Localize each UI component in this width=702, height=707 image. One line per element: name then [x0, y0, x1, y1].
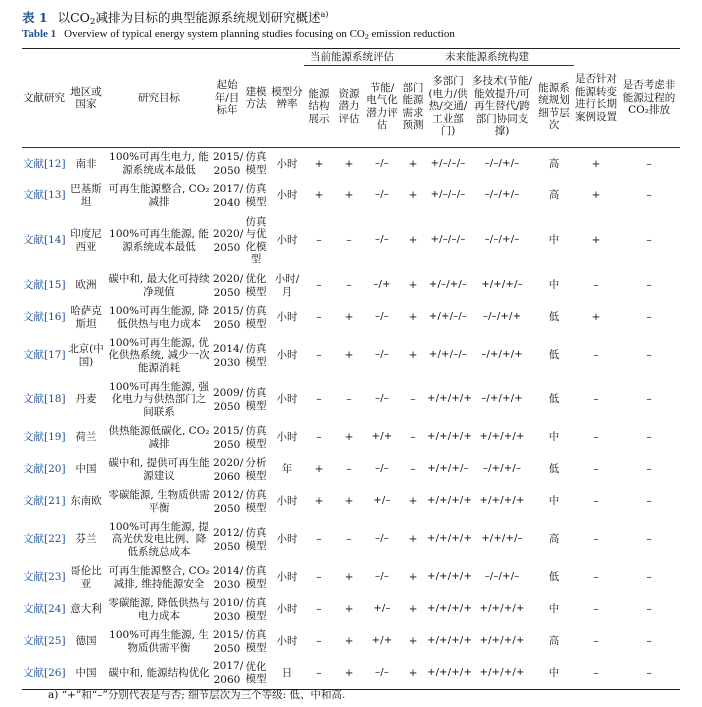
cell-demand: + — [408, 533, 418, 546]
cell-multisector: +/+/–/– — [428, 311, 468, 323]
col-header-year: 起始年/目标年 — [212, 49, 242, 148]
col-header-method: 建模方法 — [242, 49, 270, 148]
cell-year: 2012/ 2050 — [213, 488, 244, 515]
cell-multisector: +/–/–/– — [430, 189, 466, 201]
cell-region: 南非 — [75, 157, 97, 170]
cell-transition: – — [574, 658, 618, 690]
cell-multisector: +/+/+/+ — [427, 571, 473, 583]
cell-transition: – — [593, 603, 599, 616]
cell-saving: –/– — [375, 311, 389, 323]
cell-method: 仿真模型 — [245, 387, 267, 412]
cell-goal: 100%可再生能源, 生物质供需平衡 — [109, 629, 209, 654]
cell-region: 荷兰 — [75, 431, 97, 444]
cell-goal: 碳中和, 能源结构优化 — [106, 658, 212, 690]
cell-nonenergy: – — [646, 603, 652, 616]
cell-ref: 文献[24] — [23, 603, 66, 616]
cell-structure: + — [314, 463, 324, 476]
cell-year: 2020/ 2060 — [213, 456, 244, 483]
cell-ref: 文献[13] — [23, 189, 66, 202]
cell-ref: 文献[25] — [23, 635, 66, 648]
cell-region: 德国 — [75, 635, 97, 648]
cell-ref: 文献[22] — [23, 533, 66, 546]
cell-resolution: 小时 — [276, 349, 298, 362]
cell-region: 芬兰 — [75, 533, 97, 546]
cell-detail: 中 — [548, 603, 560, 616]
cell-nonenergy: – — [646, 635, 652, 648]
table-row — [22, 486, 680, 518]
cell-demand: + — [408, 311, 418, 324]
cell-resolution: 小时/月 — [274, 273, 300, 298]
cell-potential: + — [344, 311, 354, 324]
cell-goal: 100%可再生能源, 降低供热与电力成本 — [109, 305, 209, 330]
cell-detail: 低 — [548, 571, 560, 584]
cell-multitech: +/+/+/+ — [479, 635, 525, 647]
cell-potential: + — [344, 431, 354, 444]
cell-potential: + — [334, 658, 364, 690]
cell-multitech: +/+/+/+ — [479, 495, 525, 507]
cell-demand: – — [410, 463, 416, 476]
cell-region: 意大利 — [70, 603, 102, 616]
cell-detail: 低 — [548, 311, 560, 324]
cell-multisector: +/–/+/– — [428, 279, 468, 291]
cell-structure: – — [316, 279, 322, 292]
cell-multisector: +/–/–/– — [430, 157, 466, 169]
cell-nonenergy: – — [646, 311, 652, 324]
cell-year: 2020/ 2050 — [213, 272, 244, 299]
cell-multitech: –/+/+/– — [482, 463, 522, 475]
table-row — [22, 518, 680, 562]
cell-transition: – — [593, 635, 599, 648]
cell-method: 仿真模型 — [245, 305, 267, 330]
col-header-detail: 能源系统规划细节层次 — [534, 66, 574, 148]
cell-method: 仿真模型 — [245, 527, 267, 552]
cell-structure: + — [314, 189, 324, 202]
cell-resolution: 小时 — [276, 393, 298, 406]
cell-method: 仿真模型 — [245, 151, 267, 176]
table-label-en: Table 1 — [22, 28, 57, 40]
cell-goal: 100%可再生能源, 优化供热系统, 减少一次能源消耗 — [108, 336, 210, 374]
cell-multisector: +/+/+/+ — [426, 658, 470, 690]
cell-nonenergy: – — [646, 234, 652, 247]
table-row — [22, 378, 680, 422]
cell-transition: – — [593, 279, 599, 292]
cell-year: 2015/ 2050 — [213, 424, 244, 451]
cell-method: 仿真模型 — [245, 183, 267, 208]
cell-transition: – — [593, 393, 599, 406]
cell-multitech: –/+/+/+ — [481, 349, 523, 361]
cell-multitech: –/+/+/+ — [481, 393, 523, 405]
cell-method: 仿真模型 — [245, 489, 267, 514]
col-header-resolution: 模型分辨率 — [270, 49, 304, 148]
cell-transition: + — [591, 189, 601, 202]
table-row — [22, 658, 680, 690]
cell-multitech: +/+/+/+ — [470, 658, 534, 690]
cell-year: 2015/ 2050 — [213, 304, 244, 331]
cell-multitech: +/+/+/+ — [479, 431, 525, 443]
cell-multisector: +/+/+/+ — [427, 393, 473, 405]
cell-resolution: 小时 — [276, 533, 298, 546]
cell-year: 2014/ 2030 — [213, 342, 244, 369]
cell-saving: –/+ — [373, 279, 391, 291]
cell-demand: + — [408, 603, 418, 616]
cell-detail: 中 — [548, 279, 560, 292]
cell-nonenergy: – — [618, 658, 680, 690]
cell-goal: 100%可再生能源, 能源系统成本最低 — [109, 228, 209, 253]
cell-saving: –/– — [375, 571, 389, 583]
cell-nonenergy: – — [646, 393, 652, 406]
cell-detail: 高 — [548, 157, 560, 170]
col-header-multitech: 多技术(节能/能效提升/可再生替代/跨部门协同支撑) — [470, 66, 534, 148]
cell-ref: 文献[21] — [23, 495, 66, 508]
cell-potential: + — [344, 635, 354, 648]
cell-ref: 文献[15] — [23, 279, 66, 292]
cell-demand: + — [408, 234, 418, 247]
cell-resolution: 小时 — [276, 431, 298, 444]
table-row — [22, 454, 680, 486]
table-caption-en — [22, 27, 455, 44]
cell-resolution: 小时 — [276, 189, 298, 202]
cell-multisector: +/–/–/– — [430, 234, 466, 246]
cell-saving: –/– — [375, 234, 389, 246]
cell-transition: – — [593, 431, 599, 444]
cell-potential: – — [346, 234, 352, 247]
cell-year: 2014/ 2030 — [213, 564, 244, 591]
cell-potential: + — [344, 603, 354, 616]
cell-resolution: 小时 — [276, 635, 298, 648]
cell-transition: + — [591, 157, 601, 170]
cell-region: 北京(中国) — [68, 343, 104, 368]
cell-nonenergy: – — [646, 495, 652, 508]
cell-structure: – — [316, 431, 322, 444]
cell-goal: 可再生能源整合, CO₂减排, 维持能源安全 — [108, 565, 210, 590]
col-header-demand: 部门能源需求预测 — [400, 66, 426, 148]
cell-nonenergy: – — [646, 571, 652, 584]
cell-goal: 碳中和, 提供可再生能源建议 — [108, 457, 210, 482]
cell-year: 2015/ 2050 — [213, 628, 244, 655]
cell-method: 仿真模型 — [245, 343, 267, 368]
cell-method: 仿真模型 — [245, 425, 267, 450]
cell-saving: +/+ — [371, 431, 393, 443]
cell-saving: +/– — [373, 603, 391, 615]
cell-transition: + — [591, 311, 601, 324]
cell-structure: – — [316, 349, 322, 362]
cell-nonenergy: – — [646, 157, 652, 170]
cell-goal: 零碳能源, 降低供热与电力成本 — [108, 597, 210, 622]
table-body — [22, 148, 680, 690]
table-row — [22, 148, 680, 180]
cell-region: 巴基斯坦 — [70, 183, 102, 208]
cell-saving: –/– — [375, 393, 389, 405]
table-row — [22, 270, 680, 302]
cell-demand: + — [408, 495, 418, 508]
cell-nonenergy: – — [646, 533, 652, 546]
table-row — [22, 334, 680, 378]
cell-potential: + — [344, 571, 354, 584]
cell-region: 东南欧 — [70, 495, 102, 508]
col-header-region: 地区或国家 — [66, 49, 106, 148]
cell-region: 印度尼西亚 — [70, 228, 102, 253]
cell-ref: 文献[19] — [23, 431, 66, 444]
cell-potential: – — [346, 463, 352, 476]
cell-detail: 中 — [534, 658, 574, 690]
planning-studies-table — [22, 48, 680, 690]
cell-demand: + — [408, 571, 418, 584]
cell-goal: 可再生能源整合, CO₂减排 — [108, 183, 210, 208]
cell-ref: 文献[18] — [23, 393, 66, 406]
table-title-en: Overview of typical energy system planning studies focusing on $CO_2$ emission reduction — [64, 28, 455, 41]
cell-nonenergy: – — [646, 431, 652, 444]
cell-goal: 100%可再生能源, 提高光伏发电比例、降低系统总成本 — [109, 520, 209, 558]
cell-multitech: –/–/+/– — [484, 189, 520, 201]
cell-method: 优化模型 — [242, 658, 270, 690]
cell-multisector: +/+/+/+ — [427, 533, 473, 545]
cell-year: 2012/ 2050 — [213, 526, 244, 553]
cell-multisector: +/+/+/+ — [427, 495, 473, 507]
cell-structure: – — [316, 571, 322, 584]
cell-multisector: +/+/–/– — [428, 349, 468, 361]
cell-detail: 低 — [548, 349, 560, 362]
cell-ref: 文献[12] — [23, 157, 66, 170]
cell-demand: + — [408, 349, 418, 362]
cell-resolution: 小时 — [276, 603, 298, 616]
cell-demand: + — [400, 658, 426, 690]
table-footnote: a) “+”和“–”分别代表是与否; 细节层次为三个等级: 低、中和高. — [48, 689, 346, 701]
cell-potential: – — [346, 533, 352, 546]
cell-multitech: –/–/+/– — [484, 571, 520, 583]
cell-structure: – — [316, 635, 322, 648]
cell-detail: 高 — [548, 635, 560, 648]
cell-multisector: +/+/+/+ — [427, 603, 473, 615]
cell-structure: + — [314, 495, 324, 508]
cell-resolution: 小时 — [276, 311, 298, 324]
cell-year: 2009/ 2050 — [213, 386, 244, 413]
cell-method: 仿真与优化模型 — [245, 215, 267, 265]
table-label-cn: 表 1 — [22, 10, 48, 25]
col-header-structure: 能源结构展示 — [304, 66, 334, 148]
cell-saving: –/– — [375, 189, 389, 201]
cell-demand: + — [408, 157, 418, 170]
cell-year: 2017/ 2060 — [212, 658, 242, 690]
cell-method: 仿真模型 — [245, 597, 267, 622]
cell-resolution: 日 — [270, 658, 304, 690]
cell-potential: – — [346, 393, 352, 406]
cell-transition: + — [591, 234, 601, 247]
col-header-goal: 研究目标 — [106, 49, 212, 148]
cell-detail: 低 — [548, 393, 560, 406]
cell-detail: 高 — [548, 533, 560, 546]
cell-resolution: 小时 — [276, 571, 298, 584]
table-row — [22, 302, 680, 334]
cell-resolution: 年 — [281, 463, 293, 476]
cell-region: 中国 — [75, 463, 97, 476]
cell-potential: – — [346, 279, 352, 292]
table-title-cn: 以$CO_2$减排为目标的典型能源系统规划研究概述$^{a)}$ — [57, 9, 329, 27]
cell-detail: 中 — [548, 431, 560, 444]
cell-demand: – — [410, 393, 416, 406]
cell-nonenergy: – — [646, 279, 652, 292]
table-row — [22, 422, 680, 454]
cell-transition: – — [593, 495, 599, 508]
cell-multitech: +/+/+/– — [481, 533, 523, 545]
cell-transition: – — [593, 349, 599, 362]
cell-structure: – — [316, 234, 322, 247]
cell-ref: 文献[23] — [23, 571, 66, 584]
cell-region: 丹麦 — [75, 393, 97, 406]
cell-region: 欧洲 — [75, 279, 97, 292]
table-row — [22, 594, 680, 626]
cell-detail: 中 — [548, 234, 560, 247]
cell-detail: 中 — [548, 495, 560, 508]
cell-method: 仿真模型 — [245, 629, 267, 654]
group-header-future: 未来能源系统构建 — [400, 49, 574, 66]
cell-year: 2017/ 2040 — [213, 182, 244, 209]
col-header-saving: 节能/电气化潜力评估 — [364, 66, 400, 148]
col-header-transition: 是否针对能源转变进行长期案例设置 — [574, 49, 618, 148]
col-header-nonenergy: 是否考虑非能源过程的CO₂排放 — [618, 49, 680, 148]
cell-structure: + — [314, 157, 324, 170]
cell-region: 中国 — [66, 658, 106, 690]
cell-multisector: +/+/+/– — [427, 463, 469, 475]
cell-detail: 高 — [548, 189, 560, 202]
cell-region: 哥伦比亚 — [70, 565, 102, 590]
cell-transition: – — [593, 533, 599, 546]
cell-multitech: –/–/+/– — [484, 157, 520, 169]
cell-goal: 100%可再生电力, 能源系统成本最低 — [109, 151, 209, 176]
cell-saving: –/– — [375, 463, 389, 475]
cell-structure: – — [304, 658, 334, 690]
cell-region: 哈萨克斯坦 — [70, 305, 102, 330]
cell-resolution: 小时 — [276, 495, 298, 508]
cell-demand: + — [408, 189, 418, 202]
cell-potential: + — [344, 157, 354, 170]
cell-multisector: +/+/+/+ — [427, 635, 473, 647]
cell-goal: 碳中和, 最大化可持续净现值 — [108, 273, 210, 298]
col-header-potential: 资源潜力评估 — [334, 66, 364, 148]
cell-detail: 低 — [548, 463, 560, 476]
cell-ref: 文献[26] — [22, 658, 66, 690]
table-row — [22, 180, 680, 212]
cell-multitech: –/–/+/– — [484, 234, 520, 246]
cell-ref: 文献[17] — [23, 349, 66, 362]
cell-structure: – — [316, 603, 322, 616]
cell-method: 仿真模型 — [245, 565, 267, 590]
cell-saving: –/– — [375, 157, 389, 169]
col-header-multisector: 多部门(电力/供热/交通/工业部门) — [426, 66, 470, 148]
cell-nonenergy: – — [646, 463, 652, 476]
cell-saving: –/– — [375, 349, 389, 361]
table-row — [22, 212, 680, 270]
cell-goal: 零碳能源, 生物质供需平衡 — [108, 489, 210, 514]
cell-multisector: +/+/+/+ — [427, 431, 473, 443]
cell-goal: 100%可再生能源, 强化电力与供热部门之间联系 — [109, 380, 209, 418]
cell-nonenergy: – — [646, 189, 652, 202]
cell-ref: 文献[14] — [23, 234, 66, 247]
cell-demand: + — [408, 279, 418, 292]
cell-year: 2010/ 2030 — [213, 596, 244, 623]
cell-multitech: +/+/+/+ — [479, 603, 525, 615]
cell-year: 2020/ 2050 — [213, 227, 244, 254]
cell-structure: – — [316, 393, 322, 406]
cell-transition: – — [593, 463, 599, 476]
group-header-current: 当前能源系统评估 — [304, 49, 400, 66]
cell-transition: – — [593, 571, 599, 584]
cell-resolution: 小时 — [276, 234, 298, 247]
cell-multitech: –/–/+/+ — [482, 311, 522, 323]
cell-resolution: 小时 — [276, 157, 298, 170]
cell-multitech: +/+/+/– — [481, 279, 523, 291]
cell-method: 优化模型 — [245, 273, 267, 298]
cell-ref: 文献[16] — [23, 311, 66, 324]
cell-structure: – — [316, 533, 322, 546]
cell-structure: – — [316, 311, 322, 324]
cell-saving: –/– — [364, 658, 400, 690]
col-header-ref: 文献研究 — [22, 49, 66, 148]
table-row — [22, 562, 680, 594]
cell-saving: –/– — [375, 533, 389, 545]
cell-demand: – — [410, 431, 416, 444]
cell-demand: + — [408, 635, 418, 648]
table-row — [22, 626, 680, 658]
cell-method: 分析模型 — [245, 457, 267, 482]
cell-ref: 文献[20] — [23, 463, 66, 476]
cell-potential: + — [344, 349, 354, 362]
cell-potential: + — [344, 495, 354, 508]
cell-potential: + — [344, 189, 354, 202]
cell-year: 2015/ 2050 — [213, 150, 244, 177]
cell-goal: 供热能源低碳化, CO₂减排 — [108, 425, 210, 450]
cell-saving: +/+ — [371, 635, 393, 647]
cell-saving: +/– — [373, 495, 391, 507]
cell-nonenergy: – — [646, 349, 652, 362]
